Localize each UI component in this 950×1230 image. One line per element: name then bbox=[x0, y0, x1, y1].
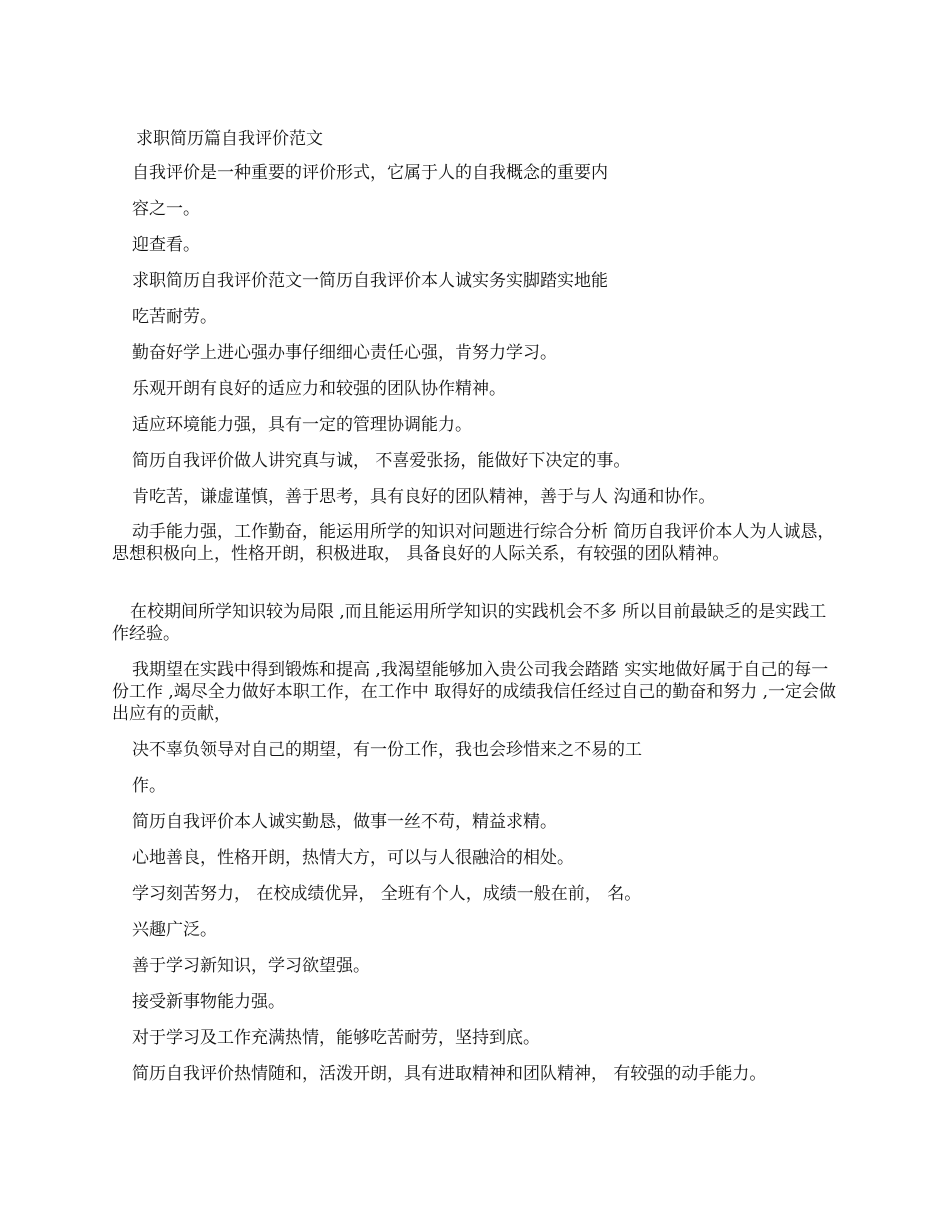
paragraph: 迎查看。 bbox=[132, 235, 200, 255]
paragraph: 兴趣广泛。 bbox=[132, 920, 217, 940]
paragraph: 善于学习新知识，学习欲望强。 bbox=[132, 956, 370, 976]
paragraph: 在校期间所学知识较为局限 ,而且能运用所学知识的实践机会不多 所以目前最缺乏的是实践工作经验。 bbox=[112, 602, 827, 644]
paragraph: 动手能力强，工作勤奋，能运用所学的知识对问题进行综合分析 简历自我评价本人为人诚恳，思想积极向上，性格开朗，积极进取， 具备良好的人际关系，有较强的团队精神。 bbox=[112, 522, 835, 564]
paragraph: 求职简历自我评价范文一简历自我评价本人诚实务实脚踏实地能 bbox=[132, 271, 608, 291]
paragraph: 接受新事物能力强。 bbox=[132, 992, 285, 1012]
paragraph: 我期望在实践中得到锻炼和提高 ,我渴望能够加入贵公司我会踏踏 实实地做好属于自己的每一份工作 ,竭尽全力做好本职工作，在工作中 取得好的成绩我信任经过自己的勤奋和努力 ,一定会做出应有的贡献， bbox=[112, 660, 837, 724]
paragraph: 勤奋好学上进心强办事仔细细心责任心强，肯努力学习。 bbox=[132, 343, 557, 363]
paragraph: 乐观开朗有良好的适应力和较强的团队协作精神。 bbox=[132, 379, 506, 399]
paragraph: 决不辜负领导对自己的期望，有一份工作，我也会珍惜来之不易的工 bbox=[132, 740, 642, 760]
paragraph: 简历自我评价做人讲究真与诚， 不喜爱张扬，能做好下决定的事。 bbox=[132, 451, 631, 471]
paragraph: 容之一。 bbox=[132, 199, 200, 219]
paragraph: 吃苦耐劳。 bbox=[132, 307, 217, 327]
paragraph: 对于学习及工作充满热情，能够吃苦耐劳，坚持到底。 bbox=[132, 1028, 540, 1048]
paragraph: 适应环境能力强，具有一定的管理协调能力。 bbox=[132, 415, 472, 435]
paragraph: 作。 bbox=[132, 776, 166, 796]
paragraph: 自我评价是一种重要的评价形式，它属于人的自我概念的重要内 bbox=[132, 163, 608, 183]
paragraph: 简历自我评价本人诚实勤恳，做事一丝不苟，精益求精。 bbox=[132, 812, 557, 832]
paragraph: 简历自我评价热情随和，活泼开朗，具有进取精神和团队精神， 有较强的动手能力。 bbox=[132, 1064, 767, 1084]
paragraph: 心地善良，性格开朗，热情大方，可以与人很融洽的相处。 bbox=[132, 848, 574, 868]
paragraph: 肯吃苦，谦虚谨慎，善于思考，具有良好的团队精神，善于与人 沟通和协作。 bbox=[132, 487, 716, 507]
document-title: 求职简历篇自我评价范文 bbox=[136, 129, 323, 149]
paragraph: 学习刻苦努力， 在校成绩优异， 全班有个人，成绩一般在前， 名。 bbox=[132, 884, 642, 904]
